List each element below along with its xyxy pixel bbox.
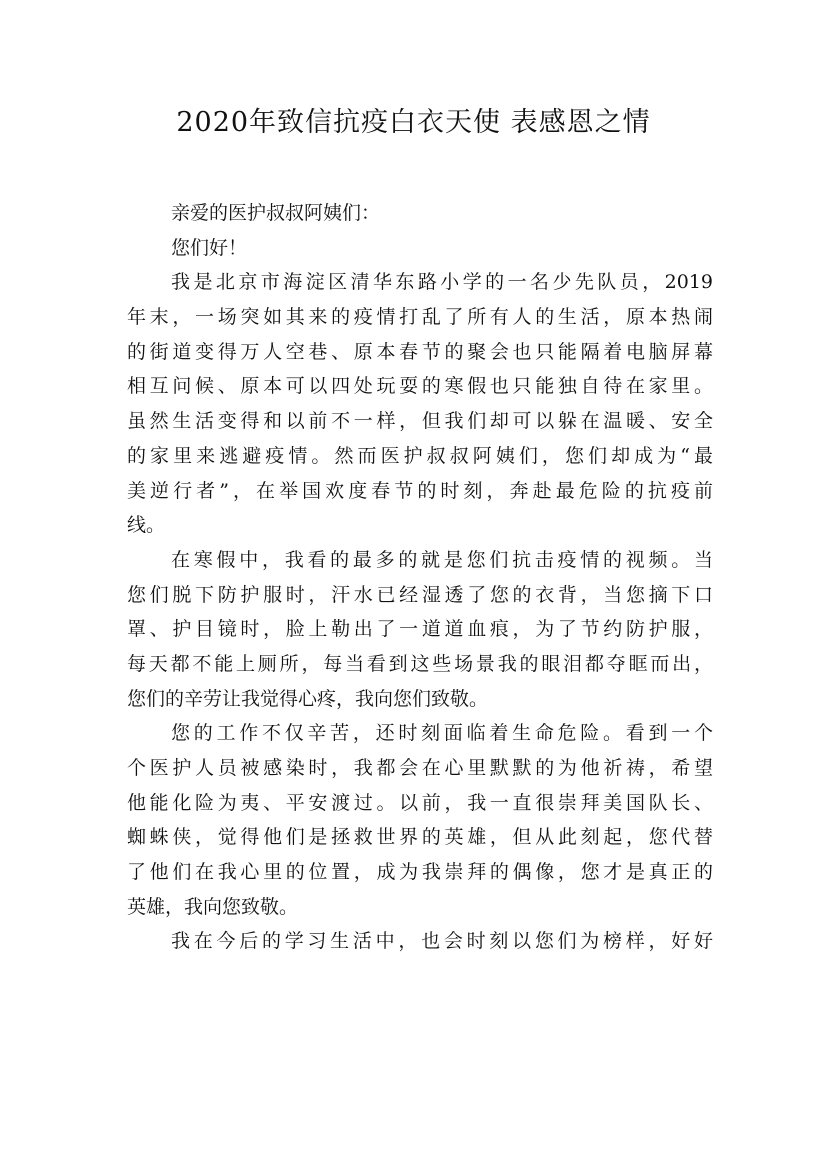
paragraph-line: 我在今后的学习生活中，也会时刻以您们为榜样，好好 [171, 930, 713, 953]
paragraph-line: 相互问候、原本可以四处玩耍的寒假也只能独自待在家里。 [127, 375, 713, 398]
paragraph-line: 了他们在我心里的位置，成为我崇拜的偶像，您才是真正的 [127, 861, 713, 884]
paragraph-line: 英雄，我向您致敬。 [127, 895, 299, 918]
paragraph-line: 在寒假中，我看的最多的就是您们抗击疫情的视频。当 [171, 548, 713, 571]
document-title: 2020年致信抗疫白衣天使 表感恩之情 [176, 107, 651, 138]
paragraph-line: 您们脱下防护服时，汗水已经湿透了您的衣背，当您摘下口 [127, 583, 713, 606]
paragraph-line: 每天都不能上厕所，每当看到这些场景我的眼泪都夺眶而出， [127, 652, 713, 675]
letter-body [127, 196, 713, 959]
paragraph-line: 年末，一场突如其来的疫情打乱了所有人的生活，原本热闹 [127, 306, 713, 329]
paragraph-line: 美逆行者”，在举国欢度春节的时刻，奔赴最危险的抗疫前 [127, 479, 713, 502]
paragraph-line: 的街道变得万人空巷、原本春节的聚会也只能隔着电脑屏幕 [127, 340, 713, 363]
paragraph-line: 虽然生活变得和以前不一样，但我们却可以躲在温暖、安全 [127, 410, 713, 433]
paragraph-line: 线。 [127, 514, 166, 537]
greeting-line: 您们好！ [171, 236, 248, 259]
paragraph-line: 个医护人员被感染时，我都会在心里默默的为他祈祷，希望 [127, 757, 713, 779]
paragraph-line: 您们的辛劳让我觉得心疼，我向您们致敬。 [127, 687, 489, 710]
paragraph-line: 您的工作不仅辛苦，还时刻面临着生命危险。看到一个 [171, 722, 713, 745]
paragraph-line: 他能化险为夷、平安渡过。以前，我一直很崇拜美国队长、 [127, 791, 713, 814]
paragraph-line: 的家里来逃避疫情。然而医护叔叔阿姨们，您们却成为“最 [127, 444, 713, 467]
paragraph-line: 蜘蛛侠，觉得他们是拯救世界的英雄，但从此刻起，您代替 [127, 826, 713, 849]
paragraph-line: 我是北京市海淀区清华东路小学的一名少先队员，2019 [171, 271, 713, 294]
salutation-line: 亲爱的医护叔叔阿姨们： [171, 202, 381, 224]
paragraph-line: 罩、护目镜时，脸上勒出了一道道血痕，为了节约防护服， [127, 618, 713, 641]
